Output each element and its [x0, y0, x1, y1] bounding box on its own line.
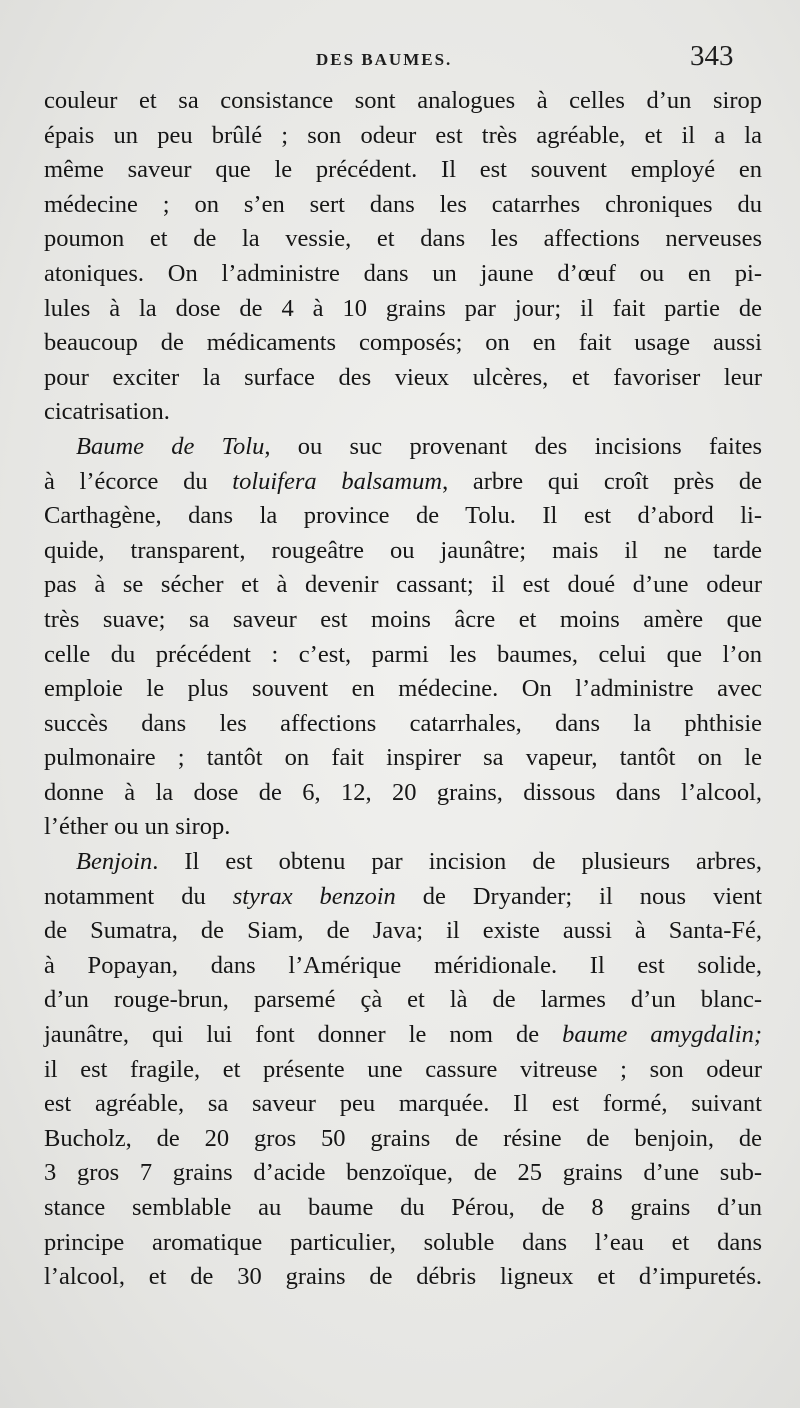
text-line [44, 84, 762, 119]
text-segment: stance semblable au baume du Pérou, de 8 grains d’un [44, 1194, 762, 1221]
text-segment: à l’écorce du [44, 467, 233, 495]
text-segment: , ou suc provenant des incisions faites [264, 432, 763, 460]
text-line [44, 1260, 762, 1295]
text-line [44, 638, 762, 673]
running-title: DES BAUMES. [316, 50, 453, 69]
text-segment: médecine ; on s’en sert dans les catarrhes chroniques du [44, 190, 762, 218]
text-segment: celle du précédent : c’est, parmi les baumes, celui que l’on [44, 640, 762, 668]
text-segment: de Sumatra, de Siam, de Java; il existe aussi à Santa-Fé, [44, 917, 762, 945]
body-text [44, 84, 762, 1295]
text-segment: jaunâtre, qui lui font donner le nom de [44, 1021, 563, 1049]
text-segment: Carthagène, dans la province de Tolu. Il est d’abord li- [44, 502, 762, 530]
italic-term: toluifera balsamum [232, 467, 443, 495]
text-segment: cicatrisation. [44, 398, 170, 426]
italic-term: styrax benzoin [232, 882, 396, 910]
text-segment: poumon et de la vessie, et dans les affections nerveuses [44, 225, 762, 253]
text-segment: Bucholz, de 20 gros 50 grains de résine de benjoin, de [44, 1124, 762, 1152]
text-line [44, 153, 762, 188]
text-line [44, 1191, 762, 1226]
text-segment: l’alcool, et de 30 grains de débris ligneux et d’impuretés. [44, 1263, 762, 1291]
italic-term: Benjoin [76, 848, 153, 876]
text-segment: succès dans les affections catarrhales, dans la phthisie [44, 709, 762, 737]
text-segment: donne à la dose de 6, 12, 20 grains, dissous dans l’alcool, [44, 778, 762, 806]
text-segment: même saveur que le précédent. Il est souvent employé en [44, 156, 762, 184]
running-head [0, 40, 780, 72]
text-segment: de Dryander; il nous vient [395, 882, 762, 910]
text-segment: principe aromatique particulier, soluble dans l’eau et dans [44, 1228, 762, 1256]
text-line [44, 845, 762, 880]
text-line [44, 465, 762, 500]
text-line [44, 257, 762, 292]
text-line [44, 776, 762, 811]
text-segment: atoniques. On l’administre dans un jaune d’œuf ou en pi- [44, 259, 762, 287]
italic-term: Baume de Tolu [76, 432, 265, 460]
text-line [44, 949, 762, 984]
italic-term: baume amygdalin; [562, 1021, 762, 1049]
text-line [44, 603, 762, 638]
text-line [44, 119, 762, 154]
text-segment: lules à la dose de 4 à 10 grains par jour; il fait partie de [44, 294, 762, 322]
text-segment: pour exciter la surface des vieux ulcères, et favoriser leur [44, 363, 762, 391]
text-line [44, 395, 762, 430]
text-line [44, 880, 762, 915]
text-segment: pas à se sécher et à devenir cassant; il est doué d’une odeur [44, 571, 762, 599]
text-line [44, 810, 762, 845]
text-segment: beaucoup de médicaments composés; on en fait usage aussi [44, 329, 762, 357]
text-segment: il est fragile, et présente une cassure vitreuse ; son odeur [44, 1055, 762, 1083]
text-line [44, 430, 762, 465]
text-line [44, 1053, 762, 1088]
text-segment: d’un rouge-brun, parsemé çà et là de larmes d’un blanc- [44, 986, 762, 1014]
text-segment: emploie le plus souvent en médecine. On l’administre avec [44, 675, 762, 703]
text-line [44, 534, 762, 569]
text-line [44, 222, 762, 257]
text-line [44, 292, 762, 327]
page-number: 343 [690, 40, 734, 72]
text-line [44, 1156, 762, 1191]
text-line [44, 1087, 762, 1122]
text-line [44, 707, 762, 742]
text-line [44, 361, 762, 396]
text-segment: couleur et sa consistance sont analogues à celles d’un sirop [44, 87, 762, 114]
text-line [44, 326, 762, 361]
text-segment: . Il est obtenu par incision de plusieurs arbres, [152, 848, 762, 876]
text-line [44, 983, 762, 1018]
text-line [44, 568, 762, 603]
text-segment: quide, transparent, rougeâtre ou jaunâtre; mais il ne tarde [44, 536, 762, 564]
text-line [44, 672, 762, 707]
text-line [44, 1226, 762, 1261]
text-segment: épais un peu brûlé ; son odeur est très agréable, et il a la [44, 121, 762, 149]
text-segment: est agréable, sa saveur peu marquée. Il est formé, suivant [44, 1090, 762, 1118]
text-line [44, 914, 762, 949]
text-segment: 3 gros 7 grains d’acide benzoïque, de 25 grains d’une sub- [44, 1159, 762, 1187]
text-segment: notamment du [44, 882, 233, 910]
text-line [44, 1122, 762, 1157]
text-line [44, 1018, 762, 1053]
text-segment: à Popayan, dans l’Amérique méridionale. Il est solide, [44, 951, 762, 979]
text-line [44, 188, 762, 223]
text-line [44, 499, 762, 534]
text-segment: pulmonaire ; tantôt on fait inspirer sa vapeur, tantôt on le [44, 744, 762, 772]
text-line [44, 741, 762, 776]
text-segment: très suave; sa saveur est moins âcre et moins amère que [44, 605, 762, 633]
text-segment: l’éther ou un sirop. [44, 813, 231, 841]
text-segment: , arbre qui croît près de [442, 467, 762, 495]
